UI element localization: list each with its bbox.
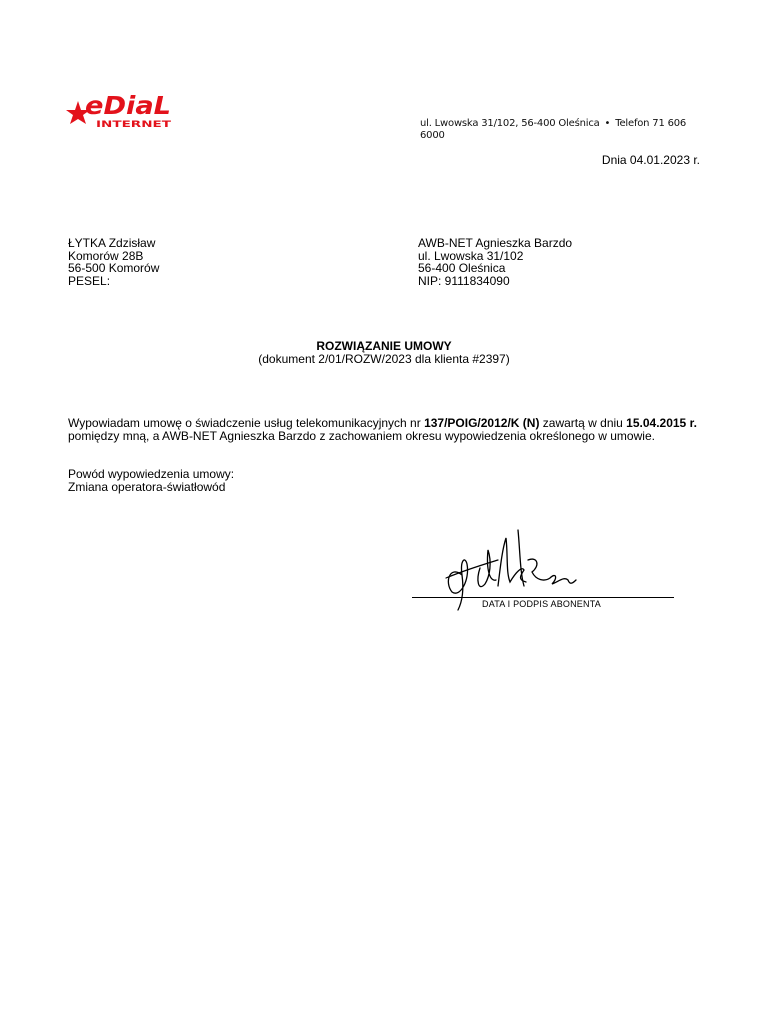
company-header-contact bbox=[420, 118, 700, 142]
termination-reason bbox=[68, 468, 234, 494]
provider-address-block bbox=[418, 237, 572, 287]
client-street: Komorów 28B bbox=[68, 248, 144, 263]
provider-name: AWB-NET Agnieszka Barzdo bbox=[418, 236, 573, 250]
contract-date: 15.04.2015 r. bbox=[626, 416, 697, 430]
reason-value: Zmiana operatora-światłowód bbox=[68, 480, 226, 494]
document-date: Dnia 04.01.2023 r. bbox=[601, 153, 700, 167]
contract-number: 137/POIG/2012/K (N) bbox=[424, 416, 540, 430]
signature-caption: DATA I PODPIS ABONENTA bbox=[482, 599, 601, 609]
svg-text:eDiaL: eDiaL bbox=[85, 91, 171, 120]
provider-city: 56-400 Oleśnica bbox=[418, 261, 506, 276]
company-phone: Telefon 71 606 6000 bbox=[420, 118, 687, 141]
provider-nip: NIP: 9111834090 bbox=[418, 273, 510, 288]
provider-street: ul. Lwowska 31/102 bbox=[418, 248, 524, 263]
header-separator: • bbox=[604, 118, 611, 129]
document-title: ROZWIĄZANIE UMOWY bbox=[316, 339, 452, 353]
reason-label: Powód wypowiedzenia umowy: bbox=[68, 467, 235, 481]
client-city: 56-500 Komorów bbox=[68, 261, 160, 276]
client-name: ŁYTKA Zdzisław bbox=[68, 236, 156, 250]
termination-statement bbox=[68, 417, 708, 443]
signature-line bbox=[412, 597, 674, 598]
statement-text-1: Wypowiadam umowę o świadczenie usług telekomunikacyjnych nr bbox=[68, 416, 425, 430]
statement-line-2: pomiędzy mną, a AWB-NET Agnieszka Barzdo z zachowaniem okresu wypowiedzenia określonego w umowie. bbox=[68, 429, 655, 443]
document-subtitle: (dokument 2/01/ROZW/2023 dla klienta #2397) bbox=[258, 352, 510, 366]
statement-text-2: zawartą w dniu bbox=[539, 416, 627, 430]
edial-internet-logo bbox=[66, 86, 176, 134]
company-address: ul. Lwowska 31/102, 56-400 Oleśnica bbox=[420, 118, 600, 129]
client-address-block bbox=[68, 237, 159, 287]
svg-text:INTERNET: INTERNET bbox=[96, 120, 173, 130]
client-pesel: PESEL: bbox=[68, 273, 111, 288]
